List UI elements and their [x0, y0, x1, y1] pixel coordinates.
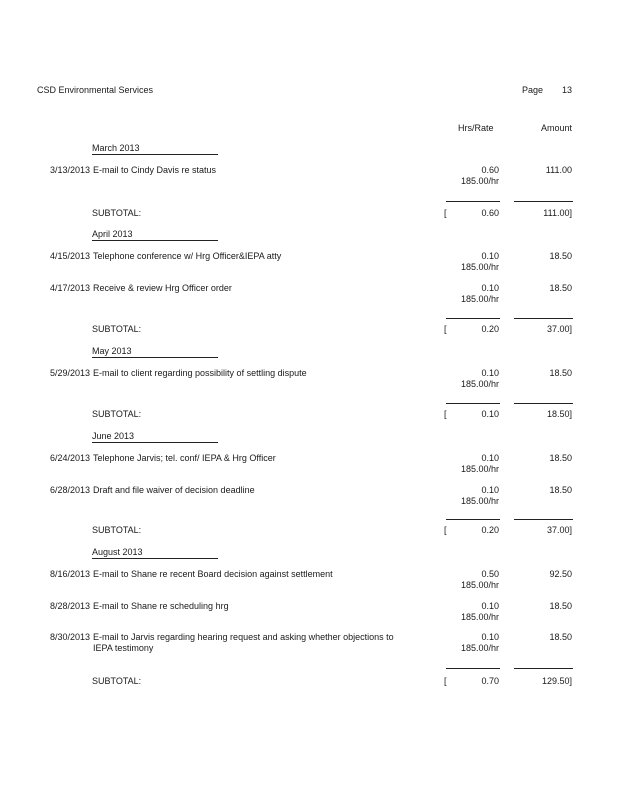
entry-date: 6/24/2013 [49, 453, 90, 463]
entry-amount: 18.50 [549, 601, 572, 611]
month-heading: June 2013 [92, 431, 218, 443]
entry-rate: 185.00/hr [460, 580, 499, 590]
entry-date: 6/28/2013 [49, 485, 90, 495]
entry-rate: 185.00/hr [460, 379, 499, 389]
entry-description: E-mail to Jarvis regarding hearing request and asking whether objections to [93, 632, 394, 642]
subtotal-amount: 37.00] [546, 324, 572, 334]
entry-hours: 0.50 [481, 569, 499, 579]
entry-rate: 185.00/hr [460, 496, 499, 506]
entry-amount: 18.50 [549, 368, 572, 378]
entry-description: E-mail to Shane re recent Board decision against settlement [93, 569, 333, 579]
entry-description-continued: IEPA testimony [93, 643, 154, 653]
entry-description: E-mail to client regarding possibility of settling dispute [93, 368, 307, 378]
entry-description: E-mail to Shane re scheduling hrg [93, 601, 229, 611]
page-label: Page [522, 85, 544, 95]
subtotal-hours: 0.70 [481, 676, 499, 686]
entry-description: Draft and file waiver of decision deadline [93, 485, 255, 495]
entry-amount: 92.50 [549, 569, 572, 579]
entry-rate: 185.00/hr [460, 176, 499, 186]
subtotal-hours: 0.10 [481, 409, 499, 419]
subtotal-open-bracket: [ [444, 208, 447, 218]
month-heading: April 2013 [92, 229, 218, 241]
entry-rate: 185.00/hr [460, 262, 499, 272]
subtotal-amount: 111.00] [543, 208, 572, 218]
subtotal-label: SUBTOTAL: [92, 324, 142, 334]
entry-hours: 0.10 [481, 368, 499, 378]
entry-amount: 18.50 [549, 453, 572, 463]
entry-hours: 0.10 [481, 251, 499, 261]
subtotal-amount: 37.00] [546, 525, 572, 535]
amount-rule [514, 201, 573, 202]
subtotal-open-bracket: [ [444, 525, 447, 535]
entry-date: 8/16/2013 [49, 569, 90, 579]
entry-description: Telephone conference w/ Hrg Officer&IEPA atty [93, 251, 282, 261]
subtotal-label: SUBTOTAL: [92, 676, 142, 686]
month-heading: March 2013 [92, 143, 218, 155]
entry-date: 3/13/2013 [49, 165, 90, 175]
subtotal-label: SUBTOTAL: [92, 409, 142, 419]
entry-amount: 18.50 [549, 632, 572, 642]
subtotal-open-bracket: [ [444, 409, 447, 419]
entry-description: Telephone Jarvis; tel. conf/ IEPA & Hrg Officer [93, 453, 276, 463]
hours-rule [446, 201, 500, 202]
entry-rate: 185.00/hr [460, 294, 499, 304]
amount-rule [514, 318, 573, 319]
entry-hours: 0.10 [481, 601, 499, 611]
entry-hours: 0.60 [481, 165, 499, 175]
hours-rule [446, 318, 500, 319]
hrs-rate-column-header: Hrs/Rate [458, 123, 494, 133]
entry-hours: 0.10 [481, 453, 499, 463]
subtotal-hours: 0.60 [481, 208, 499, 218]
entry-date: 5/29/2013 [49, 368, 90, 378]
entry-date: 4/17/2013 [49, 283, 90, 293]
subtotal-label: SUBTOTAL: [92, 525, 142, 535]
entry-date: 4/15/2013 [49, 251, 90, 261]
month-heading: May 2013 [92, 346, 218, 358]
subtotal-amount: 129.50] [541, 676, 572, 686]
subtotal-amount: 18.50] [546, 409, 572, 419]
entry-rate: 185.00/hr [460, 643, 499, 653]
entry-amount: 18.50 [549, 251, 572, 261]
subtotal-label: SUBTOTAL: [92, 208, 142, 218]
page-number: 13 [562, 85, 573, 95]
entry-hours: 0.10 [481, 485, 499, 495]
entry-amount: 18.50 [549, 283, 572, 293]
entry-hours: 0.10 [481, 283, 499, 293]
subtotal-hours: 0.20 [481, 525, 499, 535]
amount-column-header: Amount [541, 123, 573, 133]
amount-rule [514, 403, 573, 404]
entry-rate: 185.00/hr [460, 612, 499, 622]
company-name: CSD Environmental Services [37, 85, 154, 95]
subtotal-open-bracket: [ [444, 324, 447, 334]
entry-amount: 18.50 [549, 485, 572, 495]
entry-hours: 0.10 [481, 632, 499, 642]
amount-rule [514, 668, 573, 669]
hours-rule [446, 403, 500, 404]
entry-description: E-mail to Cindy Davis re status [93, 165, 217, 175]
entry-rate: 185.00/hr [460, 464, 499, 474]
entry-date: 8/30/2013 [49, 632, 90, 642]
entry-amount: 111.00 [545, 165, 572, 175]
hours-rule [446, 668, 500, 669]
subtotal-open-bracket: [ [444, 676, 447, 686]
subtotal-hours: 0.20 [481, 324, 499, 334]
month-heading: August 2013 [92, 547, 218, 559]
hours-rule [446, 519, 500, 520]
entry-description: Receive & review Hrg Officer order [93, 283, 232, 293]
amount-rule [514, 519, 573, 520]
entry-date: 8/28/2013 [49, 601, 90, 611]
